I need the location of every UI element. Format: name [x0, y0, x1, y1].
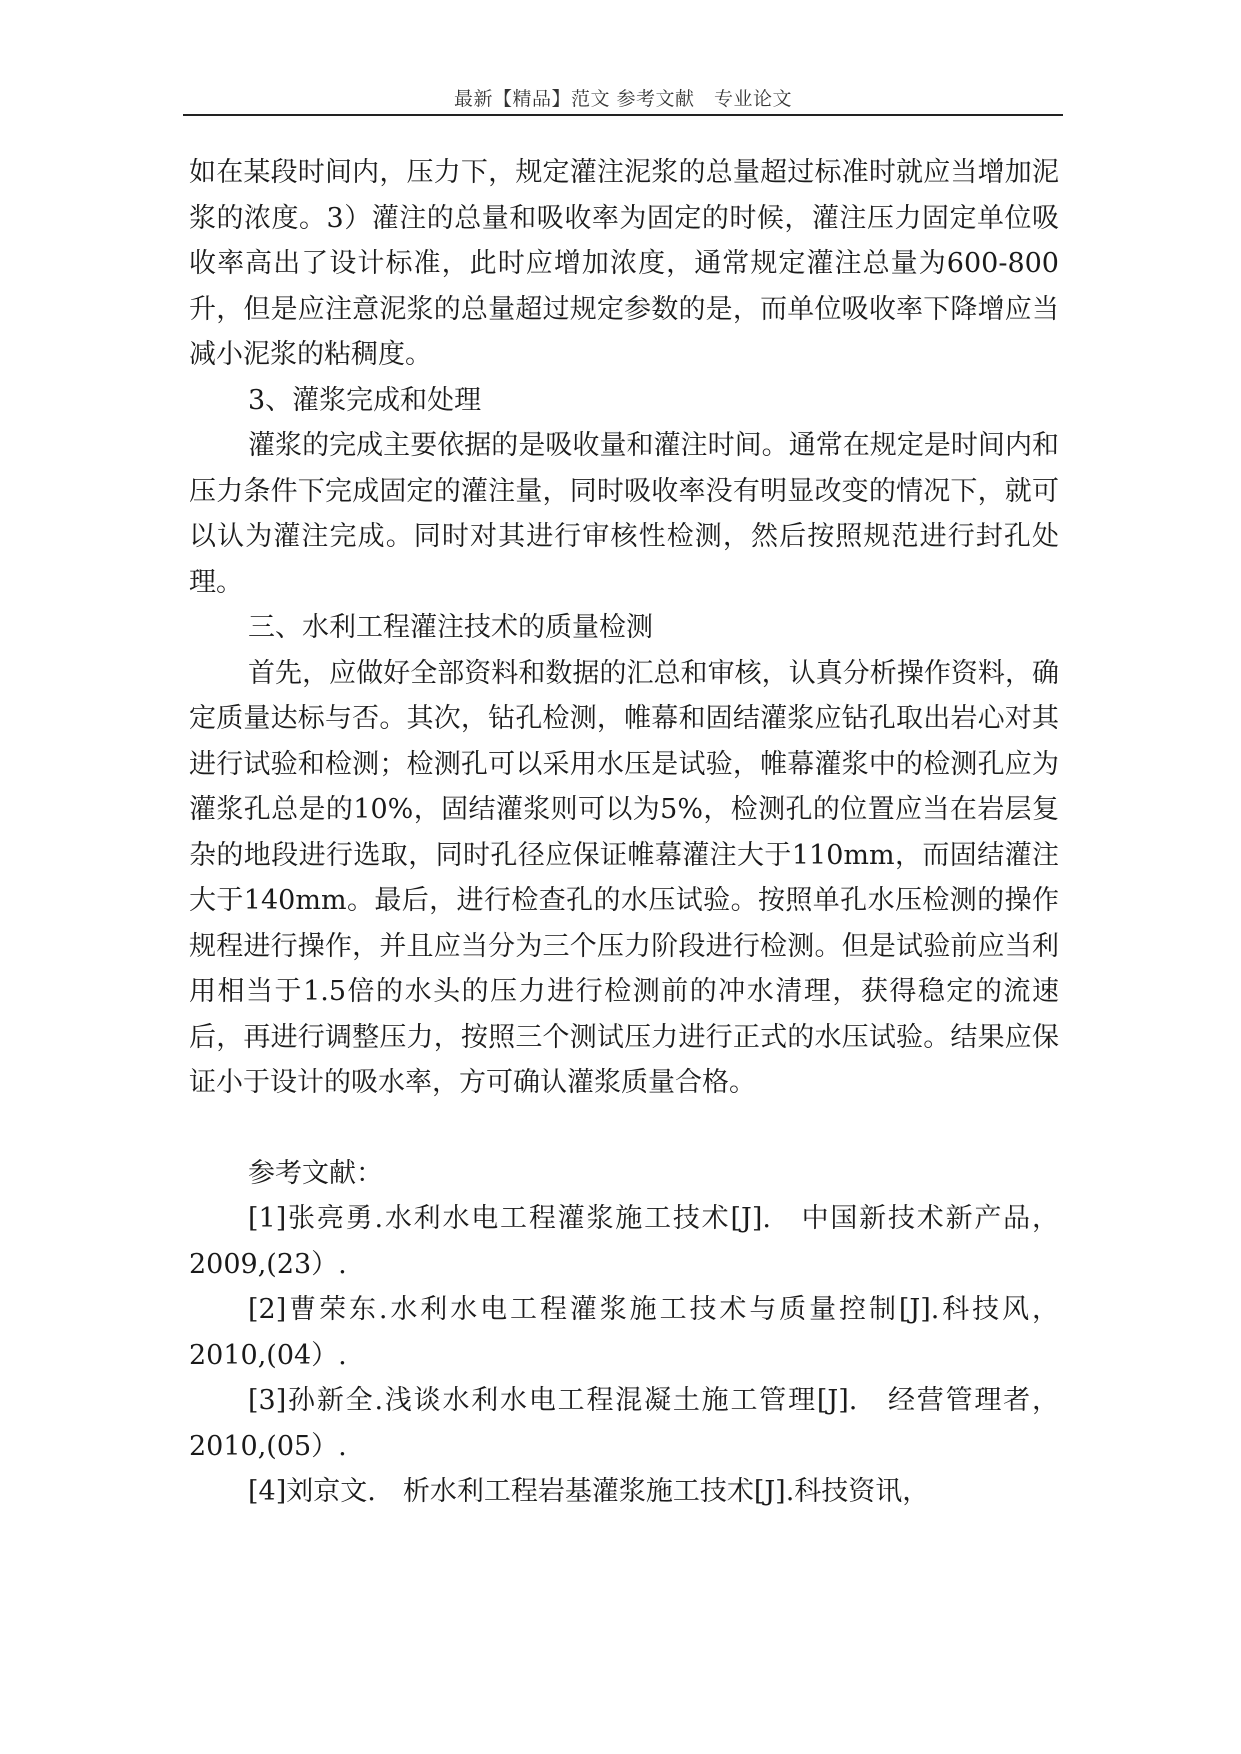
- section-heading: 三、水利工程灌注技术的质量检测: [248, 612, 653, 643]
- reference-item: [1]张亮勇.水利水电工程灌浆施工技术[J]. 中国新技术新产品，2009,(23）.: [189, 1203, 1059, 1280]
- subsection-heading: 3、灌浆完成和处理: [248, 384, 482, 416]
- document-body: [189, 150, 1059, 1515]
- body-paragraph: 灌浆的完成主要依据的是吸收量和灌注时间。通常在规定是时间内和压力条件下完成固定的灌注量，同时吸收率没有明显改变的情况下，就可以认为灌注完成。同时对其进行审核性检测，然后按照规范进行封孔处理。: [189, 430, 1059, 598]
- body-paragraph: 首先，应做好全部资料和数据的汇总和审核，认真分析操作资料，确定质量达标与否。其次，钻孔检测，帷幕和固结灌浆应钻孔取出岩心对其进行试验和检测；检测孔可以采用水压是试验，帷幕灌浆中的检测孔应为灌浆孔总是的10%，固结灌浆则可以为5%，检测孔的位置应当在岩层复杂的地段进行选取，同时孔径应保证帷幕灌注大于110mm，而固结灌注大于140mm。最后，进行检查孔的水压试验。按照单孔水压检测的操作规程进行操作，并且应当分为三个压力阶段进行检测。但是试验前应当利用相当于1.5倍的水头的压力进行检测前的冲水清理，获得稳定的流速后，再进行调整压力，按照三个测试压力进行正式的水压试验。结果应保证小于设计的吸水率，方可确认灌浆质量合格。: [189, 657, 1059, 1098]
- reference-item: [2]曹荣东.水利水电工程灌浆施工技术与质量控制[J].科技风，2010,(04）.: [189, 1294, 1059, 1371]
- header-divider: [183, 114, 1063, 116]
- page-header: 最新【精品】范文 参考文献 专业论文: [453, 88, 793, 110]
- reference-item: [4]刘京文. 析水利工程岩基灌浆施工技术[J].科技资讯，: [248, 1476, 930, 1507]
- references-heading: 参考文献：: [248, 1157, 383, 1189]
- spacer: [189, 1106, 1059, 1151]
- body-paragraph: 如在某段时间内，压力下，规定灌注泥浆的总量超过标准时就应当增加泥浆的浓度。3）灌注的总量和吸收率为固定的时候，灌注压力固定单位吸收率高出了设计标准，此时应增加浓度，通常规定灌注总量为600-800升，但是应注意泥浆的总量超过规定参数的是，而单位吸收率下降增应当减小泥浆的粘稠度。: [189, 157, 1059, 370]
- reference-item: [3]孙新全.浅谈水利水电工程混凝土施工管理[J]. 经营管理者，2010,(05）.: [189, 1385, 1059, 1462]
